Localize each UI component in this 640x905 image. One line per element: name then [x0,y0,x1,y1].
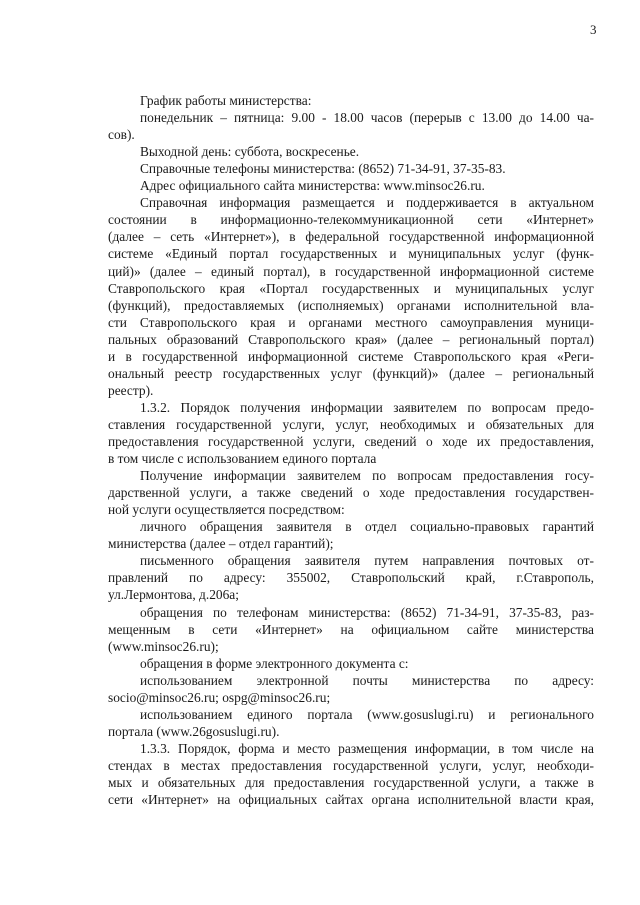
text-line [0,382,640,400]
text-line [0,706,640,724]
text-line [0,314,640,332]
text-line-content: использованием электронной почты министерства по адресу: [140,672,594,688]
text-line-content: 1.3.3. Порядок, форма и место размещения информации, в том числе на [140,740,594,756]
text-line-content: пальных образований Ставропольского края» (далее – региональный портал) [108,331,594,347]
text-line-content: системе «Единый портал государственных и муниципальных услуг (функ- [108,246,594,262]
text-line-content: понедельник – пятница: 9.00 - 18.00 часов (перерыв с 13.00 до 14.00 ча- [140,110,594,126]
text-line-content: портала (www.26gosuslugi.ru). [108,723,280,739]
text-line [0,672,640,690]
text-line-content: письменного обращения заявителя путем направления почтовых от- [140,553,594,569]
text-line [0,245,640,263]
text-line [0,450,640,468]
text-line [0,757,640,775]
text-line-content: Справочная информация размещается и поддерживается в актуальном [140,195,594,211]
text-line-content: дарственной услуги, а также сведений о ходе предоставления государствен- [108,485,594,501]
text-line [0,774,640,792]
text-line-content: стендах в местах предоставления государственной услуги, услуг, необходи- [108,757,594,773]
text-line-content: использованием единого портала (www.gosuslugi.ru) и регионального [140,706,594,722]
text-line-content: График работы министерства: [140,93,312,108]
text-line [0,689,640,707]
text-line [0,365,640,383]
text-line [0,416,640,434]
text-line-content: (функций), предоставляемых (исполняемых) органами исполнительной вла- [108,297,594,313]
text-line [0,638,640,656]
text-line-content: Справочные телефоны министерства: (8652) 71-34-91, 37-35-83. [140,161,506,177]
text-line [0,723,640,741]
text-line [0,621,640,639]
text-line-content: реестр). [108,382,154,398]
text-line-content: ной услуги осуществляется посредством: [108,502,345,518]
text-line [0,518,640,536]
text-line [0,160,640,178]
text-line-content: обращения по телефонам министерства: (8652) 71-34-91, 37-35-83, раз- [140,604,594,620]
text-line-content: Выходной день: суббота, воскресенье. [140,144,360,160]
text-line [0,194,640,212]
text-line [0,228,640,246]
text-line-content: сов). [108,127,135,143]
page-number: 3 [590,22,597,37]
text-line-content: socio@minsoc26.ru; ospg@minsoc26.ru; [108,689,331,705]
text-line [0,535,640,553]
text-line [0,331,640,349]
text-line [0,109,640,127]
text-line-content: предоставления государственной услуги, сведений о ходе их предоставления, [108,434,594,449]
text-line [0,791,640,809]
text-line-content: министерства (далее – отдел гарантий); [108,536,334,552]
text-line-content: и в государственной информационной системе Ставропольского края «Реги- [108,348,594,364]
text-line [0,92,640,110]
text-line [0,297,640,315]
text-line [0,484,640,502]
text-line-content: личного обращения заявителя в отдел социально-правовых гарантий [140,519,594,535]
text-line-content: правлений по адресу: 355002, Ставропольский край, г.Ставрополь, [108,570,594,586]
text-line-content: обращения в форме электронного документа с: [140,655,409,671]
text-line [0,126,640,144]
text-line [0,433,640,451]
text-line-content: (далее – сеть «Интернет»), в федеральной государственной информационной [108,229,594,245]
text-line-content: сети «Интернет» на официальных сайтах органа исполнительной власти края, [108,792,594,808]
text-line-content: в том числе с использованием единого портала [108,451,377,467]
text-line [0,399,640,417]
text-line [0,177,640,195]
text-line-content: ональный реестр государственных услуг (функций)» (далее – региональный [108,365,594,381]
text-line-content: мещенным в сети «Интернет» на официальном сайте министерства [108,621,594,637]
text-line [0,655,640,673]
text-line [0,740,640,758]
text-line [0,211,640,229]
text-line-content: Ставропольского края «Портал государственных и муниципальных услуг [108,280,594,296]
text-line-content: ул.Лермонтова, д.206а; [108,587,239,603]
text-line-content: (www.minsoc26.ru); [108,638,219,654]
text-line [0,569,640,587]
text-line-content: ций)» (далее – единый портал), в государственной информационной системе [108,263,594,279]
text-line-content: сти Ставропольского края и органами местного самоуправления муници- [108,314,594,330]
text-line-content: состоянии в информационно-телекоммуникационной сети «Интернет» [108,212,594,228]
text-line [0,501,640,519]
text-line [0,143,640,161]
text-line [0,552,640,570]
text-line [0,604,640,622]
text-line-content: ставления государственной услуги, услуг, необходимых и обязательных для [108,416,594,432]
text-line [0,263,640,281]
text-line [0,280,640,298]
text-line [0,467,640,485]
text-line [0,348,640,366]
text-line-content: Получение информации заявителем по вопросам предоставления госу- [140,468,594,484]
text-line-content: Адрес официального сайта министерства: www.minsoc26.ru. [140,178,485,194]
text-line [0,586,640,604]
text-line-content: мых и обязательных для предоставления государственной услуги, а также в [108,775,594,790]
text-line-content: 1.3.2. Порядок получения информации заявителем по вопросам предо- [140,399,594,415]
